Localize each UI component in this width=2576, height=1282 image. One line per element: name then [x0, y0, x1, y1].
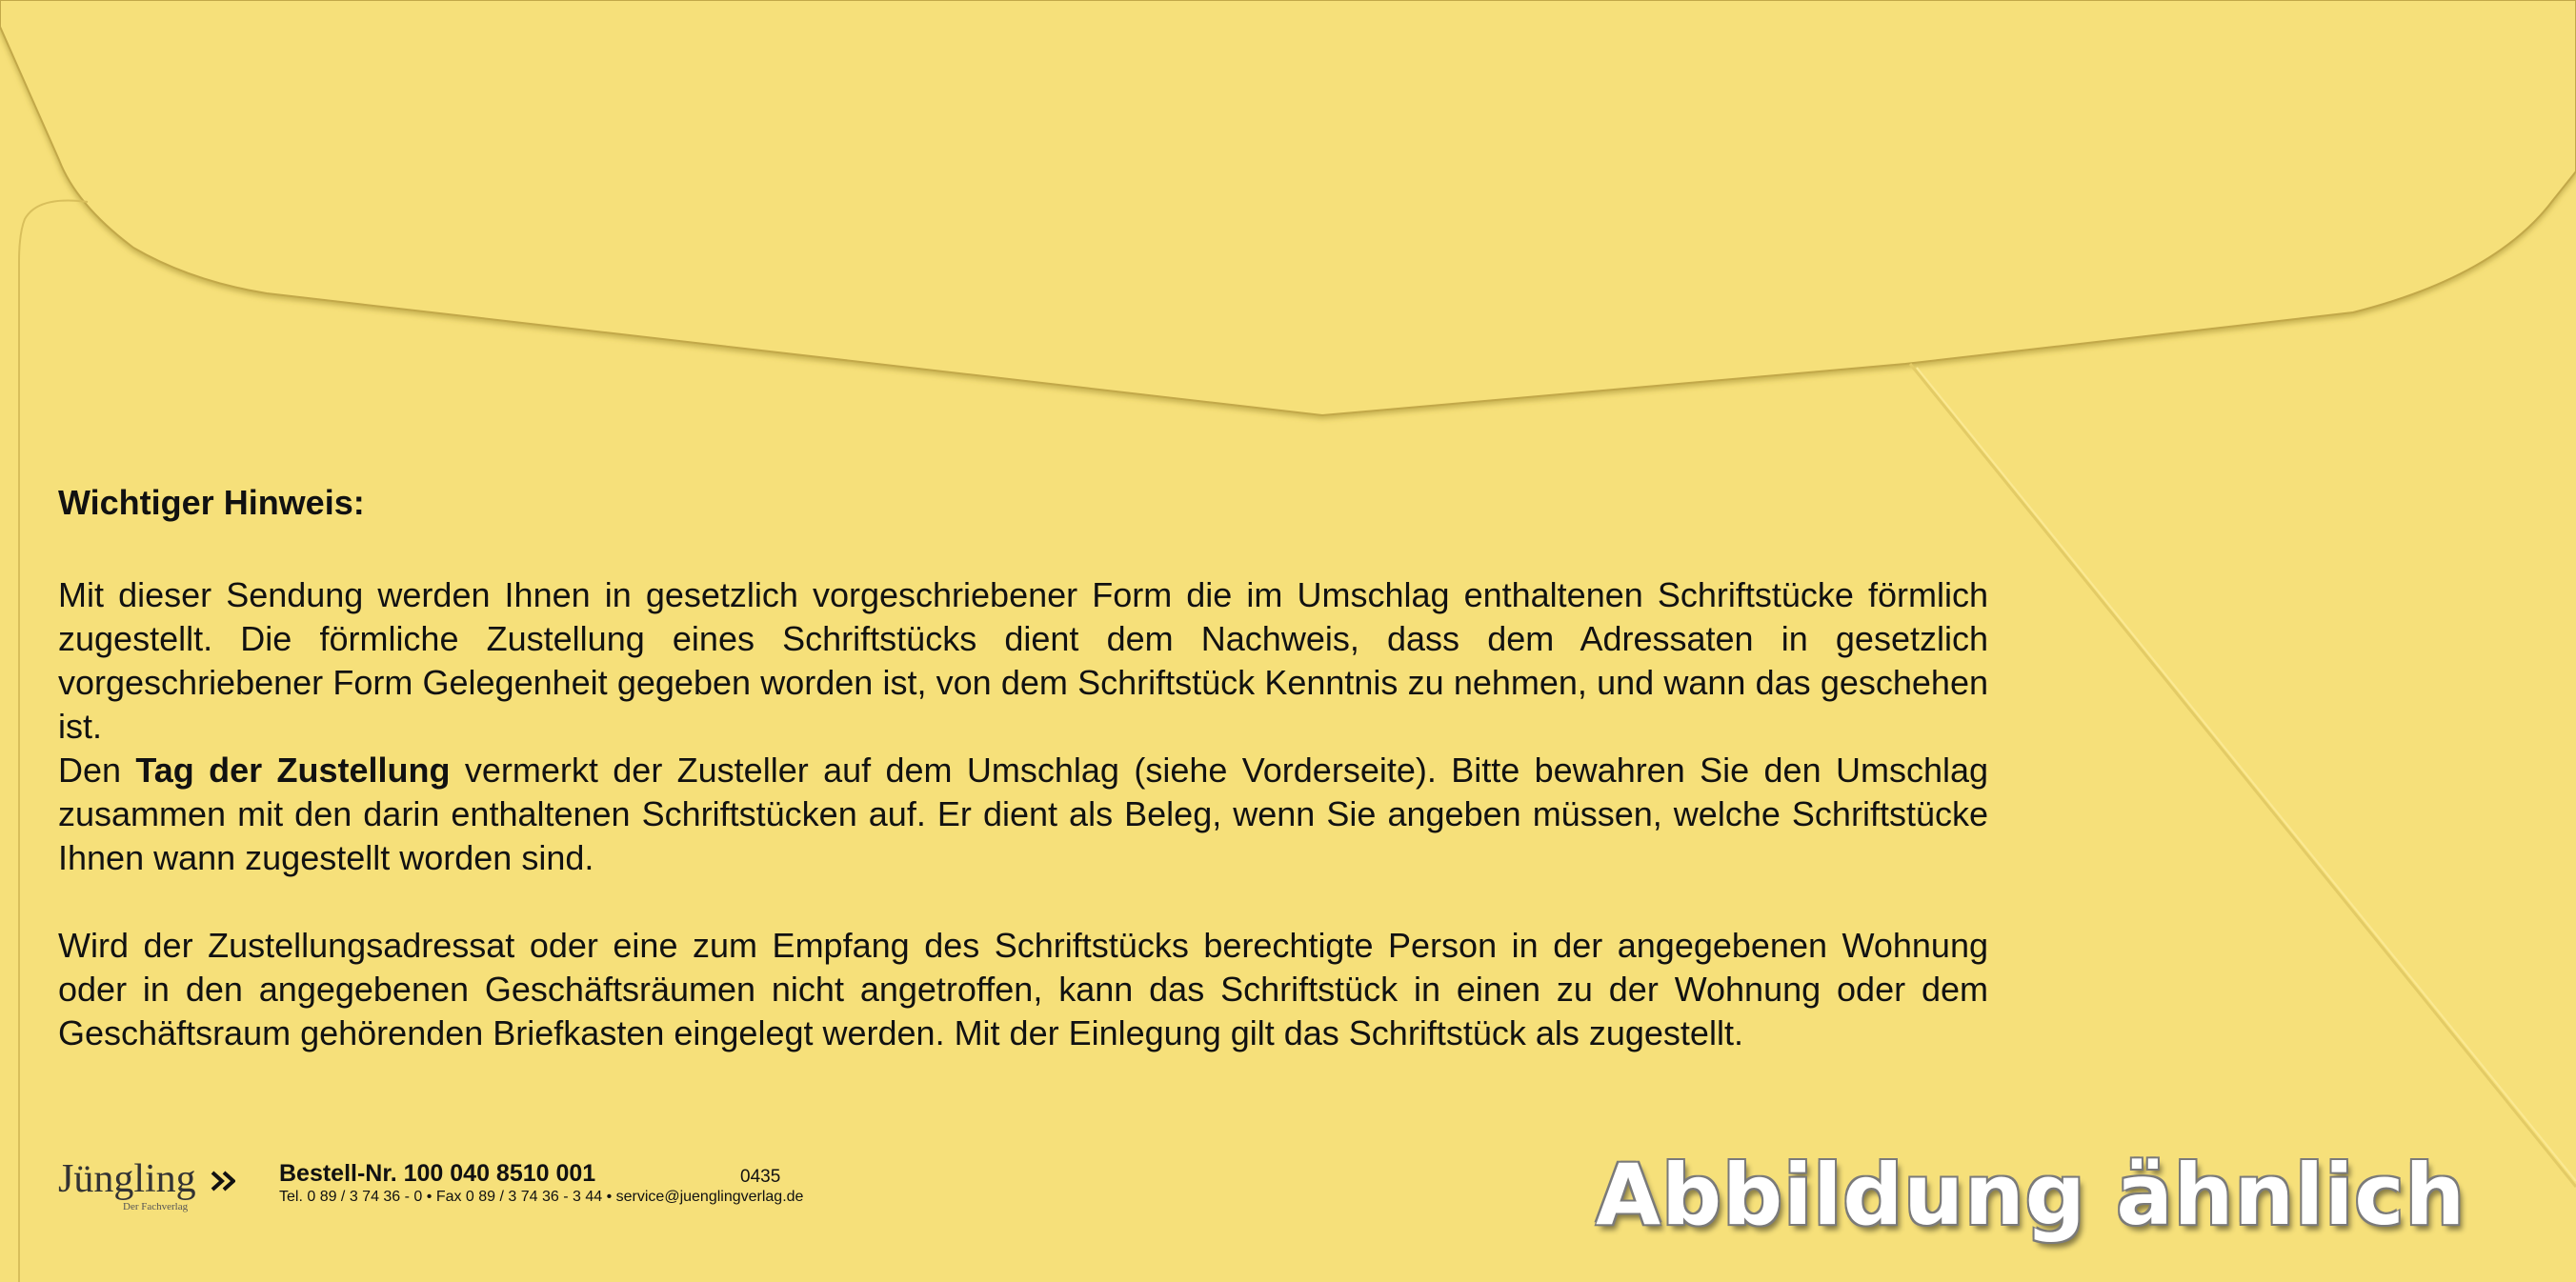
notice-heading: Wichtiger Hinweis:: [58, 483, 365, 522]
delivery-date-term: Tag der Zustellung: [135, 751, 451, 790]
envelope-right-fold: [1910, 364, 2576, 1187]
order-info: [279, 1159, 851, 1207]
notice-paragraph-3: Wird der Zustellungsadressat oder eine zum Empfang des Schriftstücks berechtigte Person in der angegebenen Wohnung oder in den angegebenen Geschäftsräumen nicht angetroffen, kann das Schriftstück in einen zu der Wohnung oder dem Geschäftsraum gehörenden Briefkasten eingelegt werden. Mit der Einlegung gilt das Schriftstück als zugestellt.: [58, 926, 1988, 1052]
logo-subtitle: Der Fachverlag: [123, 1201, 189, 1212]
envelope-flap: [0, 0, 2576, 415]
illustration-similar-stamp: Abbildung ähnlich: [1596, 1146, 2466, 1244]
notice-paragraph-2: [58, 749, 1988, 880]
order-code: 0435: [740, 1167, 781, 1187]
notice-text-block: [58, 476, 1988, 1055]
contact-line: Tel. 0 89 / 3 74 36 - 0 • Fax 0 89 / 3 74 36 - 3 44 • service@juenglingverlag.de: [279, 1189, 804, 1205]
order-number: Bestell-Nr. 100 040 8510 001: [279, 1160, 596, 1187]
logo-wordmark: Jüngling: [58, 1157, 196, 1201]
notice-paragraph-2-rest: vermerkt der Zusteller auf dem Umschlag (siehe Vorderseite). Bitte bewahren Sie den Umschlag zusammen mit den darin enthaltenen Schriftstücken auf. Er dient als Beleg, wenn Sie angeben müssen, welche Schriftstücke Ihnen wann zugestellt worden sind.: [58, 751, 1989, 877]
notice-paragraph-2-start: Den: [58, 751, 136, 790]
publisher-logo: [58, 1157, 239, 1214]
notice-paragraph-1: Mit dieser Sendung werden Ihnen in gesetzlich vorgeschriebener Form die im Umschlag enthaltenen Schriftstücke förmlich zugestellt. Die förmliche Zustellung eines Schriftstücks dient dem Nachweis, dass dem Adressaten in gesetzlich vorgeschriebener Form Gelegenheit gegeben worden ist, von dem Schriftstück Kenntnis zu nehmen, und wann das geschehen ist.: [58, 575, 1988, 746]
logo-mark-icon: [211, 1171, 235, 1192]
